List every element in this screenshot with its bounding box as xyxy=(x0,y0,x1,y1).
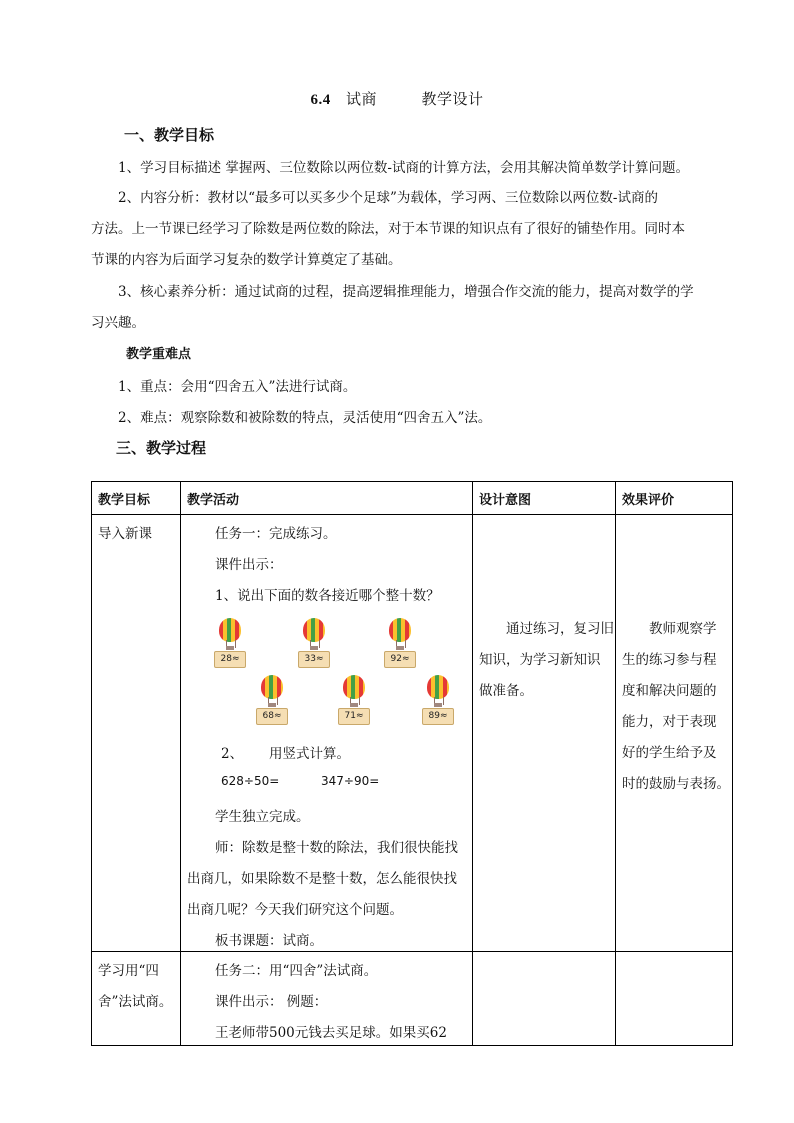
row2-goal-line-2: 舍”法试商。 xyxy=(98,994,173,1010)
row1-activity xyxy=(181,515,472,951)
difficult-point: 2、难点：观察除数和被除数的特点，灵活使用“四舍五入”法。 xyxy=(118,410,492,426)
teaching-process-table xyxy=(91,481,733,1046)
question1-line: 1、说出下面的数各接近哪个整十数？ xyxy=(215,588,440,604)
eval-line: 时的鼓励与表扬。 xyxy=(622,776,730,792)
row1-goal: 导入新课 xyxy=(98,526,152,542)
intent-line: 做准备。 xyxy=(479,683,533,699)
balloon-icon xyxy=(422,675,454,725)
task2-line: 任务二：用“四舍”法试商。 xyxy=(215,963,378,979)
row2-intent xyxy=(473,952,615,1045)
eval-line: 生的练习参与程 xyxy=(622,652,717,668)
section-heading-goals: 一、教学目标 xyxy=(124,126,215,144)
section-heading-key-points: 教学重难点 xyxy=(126,347,192,362)
question2-line: 用竖式计算。 xyxy=(269,746,350,762)
row1-evaluation xyxy=(616,515,732,951)
balloon-icon xyxy=(214,618,246,668)
header-activity: 教学活动 xyxy=(181,482,473,515)
balloon-label: 89≈ xyxy=(422,708,454,725)
example-line: 课件出示： 例题： xyxy=(215,994,328,1010)
core-literacy-line-1: 3、核心素养分析：通过试商的过程，提高逻辑推理能力，增强合作交流的能力，提高对数学的学 xyxy=(118,284,694,300)
content-analysis-line-3: 节课的内容为后面学习复杂的数学计算奠定了基础。 xyxy=(91,252,402,268)
content-analysis-line-2: 方法。上一节课已经学习了除数是两位数的除法，对于本节课的知识点有了很好的铺垫作用。同时本 xyxy=(91,221,685,237)
teacher-line-2: 出商几，如果除数不是整十数，怎么能很快找 xyxy=(187,871,457,887)
table-row xyxy=(92,952,733,1046)
calc-1: 628÷50= xyxy=(221,774,280,788)
balloon-icon xyxy=(384,618,416,668)
row2-activity xyxy=(181,952,472,1045)
key-point: 1、重点：会用“四舍五入”法进行试商。 xyxy=(118,379,357,395)
core-literacy-line-2: 习兴趣。 xyxy=(91,315,145,331)
eval-line: 教师观察学 xyxy=(649,621,717,637)
title-design: 教学设计 xyxy=(421,90,484,108)
problem-line: 王老师带500元钱去买足球。如果买62 xyxy=(215,1025,447,1041)
title-topic: 试商 xyxy=(345,90,377,108)
intent-line: 知识，为学习新知识 xyxy=(479,652,601,668)
row1-intent xyxy=(473,515,615,951)
eval-line: 能力，对于表现 xyxy=(622,714,717,730)
header-intent: 设计意图 xyxy=(473,482,616,515)
header-evaluation: 效果评价 xyxy=(616,482,733,515)
student-complete-line: 学生独立完成。 xyxy=(215,809,310,825)
balloon-label: 92≈ xyxy=(384,651,416,668)
title-number: 6.4 xyxy=(310,92,331,108)
section-heading-process: 三、教学过程 xyxy=(116,439,207,457)
eval-line: 好的学生给予及 xyxy=(622,745,717,761)
content-analysis-line-1: 2、内容分析：教材以“最多可以买多少个足球”为载体，学习两、三位数除以两位数-试商的 xyxy=(118,190,658,206)
balloon-label: 33≈ xyxy=(298,651,330,668)
row2-evaluation xyxy=(616,952,732,1045)
balloon-label: 71≈ xyxy=(338,708,370,725)
question2-number: 2、 xyxy=(221,746,244,762)
balloon-label: 68≈ xyxy=(256,708,288,725)
table-row xyxy=(92,515,733,952)
teacher-line-3: 出商几呢？今天我们研究这个问题。 xyxy=(187,902,403,918)
balloon-icon xyxy=(298,618,330,668)
header-goal: 教学目标 xyxy=(92,482,181,515)
table-header-row xyxy=(92,482,733,515)
teacher-line-1: 师：除数是整十数的除法，我们很快能找 xyxy=(215,840,458,856)
calc-2: 347÷90= xyxy=(321,774,380,788)
board-title-line: 板书课题：试商。 xyxy=(215,933,323,949)
task1-line: 任务一：完成练习。 xyxy=(215,526,337,542)
balloon-label: 28≈ xyxy=(214,651,246,668)
goal-paragraph-1: 1、学习目标描述 掌握两、三位数除以两位数-试商的计算方法，会用其解决简单数学计算问题。 xyxy=(118,160,689,176)
eval-line: 度和解决问题的 xyxy=(622,683,717,699)
row2-goal-line-1: 学习用“四 xyxy=(98,963,159,979)
balloon-icon xyxy=(256,675,288,725)
page-title xyxy=(0,88,794,109)
balloon-icon xyxy=(338,675,370,725)
courseware-line: 课件出示： xyxy=(215,557,283,573)
intent-line: 通过练习，复习旧 xyxy=(506,621,614,637)
